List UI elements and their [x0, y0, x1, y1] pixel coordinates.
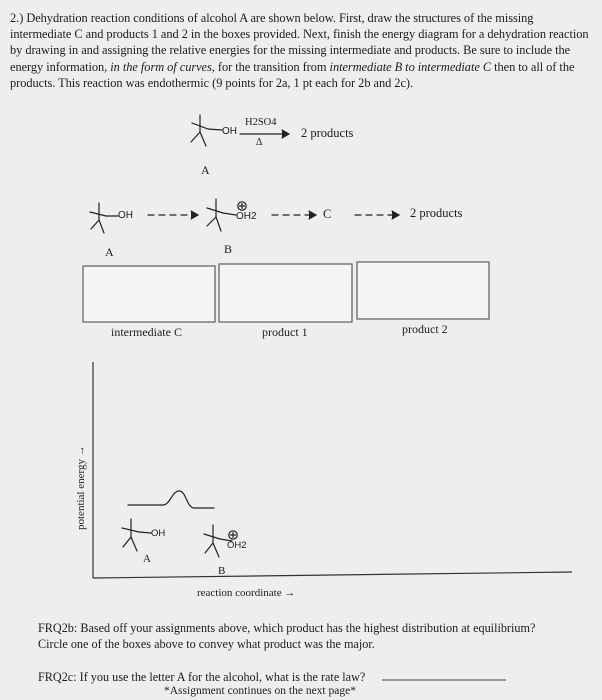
alcohol-a-structure-top — [191, 115, 222, 146]
reagent-h2so4: H2SO4 — [245, 117, 277, 128]
products-label-top: 2 products — [301, 126, 354, 140]
oh-label-a: OH — [118, 210, 133, 221]
mechanism-arrow-3 — [355, 211, 399, 219]
label-a-diagram: A — [143, 553, 151, 565]
product-1-label: product 1 — [262, 325, 308, 339]
product-2-label: product 2 — [402, 322, 448, 336]
alcohol-a-structure — [90, 203, 118, 233]
intermediate-c-label: intermediate C — [111, 325, 182, 339]
mechanism-arrow-1 — [148, 211, 198, 219]
product-1-box[interactable] — [219, 264, 352, 322]
mechanism-arrow-2 — [272, 211, 316, 219]
label-b: B — [224, 242, 233, 256]
alcohol-a-structure-diagram — [122, 519, 151, 551]
energy-curve-a-to-b — [128, 491, 214, 508]
intermediate-c-box[interactable] — [83, 266, 215, 322]
oh-label-diagram: OH — [151, 528, 166, 539]
oh-label-top: OH — [222, 126, 237, 137]
label-a-top: A — [201, 163, 210, 177]
x-axis — [93, 572, 572, 578]
y-axis-label: potential energy → — [75, 445, 87, 530]
oh2-label-b: OH2 — [236, 211, 257, 222]
product-2-box[interactable] — [357, 262, 489, 319]
label-b-diagram: B — [218, 565, 226, 577]
frq2b-question: FRQ2b: Based off your assignments above, which product has the highest distribution at equilibrium? Circle one of the boxes above to convey what product was the major. — [38, 621, 536, 651]
reagent-heat: Δ — [256, 137, 263, 148]
oh2-label-diagram: OH2 — [227, 540, 247, 551]
x-axis-label: reaction coordinate → — [197, 587, 296, 599]
label-a: A — [105, 245, 114, 259]
products-label: 2 products — [410, 206, 463, 220]
label-c: C — [323, 207, 332, 221]
reaction-arrow — [240, 130, 289, 138]
instructions-paragraph: 2.) Dehydration reaction conditions of alcohol A are shown below. First, draw the structures of the missing intermediate C and products 1 and 2 in the boxes provided. Next, finish the energy diagram for a dehydration reaction by drawing in and assigning the relative energies for the missing intermediate and products. Be sure to include the energy information, in the form of curves, for the transition from intermediate B to intermediate C then to all of the products. This reaction was endothermic (9 points for 2a, 1 pt each for 2b and 2c). — [10, 11, 589, 90]
continue-footer: *Assignment continues on the next page* — [164, 685, 356, 697]
frq2c-question: FRQ2c: If you use the letter A for the alcohol, what is the rate law? — [38, 670, 366, 684]
